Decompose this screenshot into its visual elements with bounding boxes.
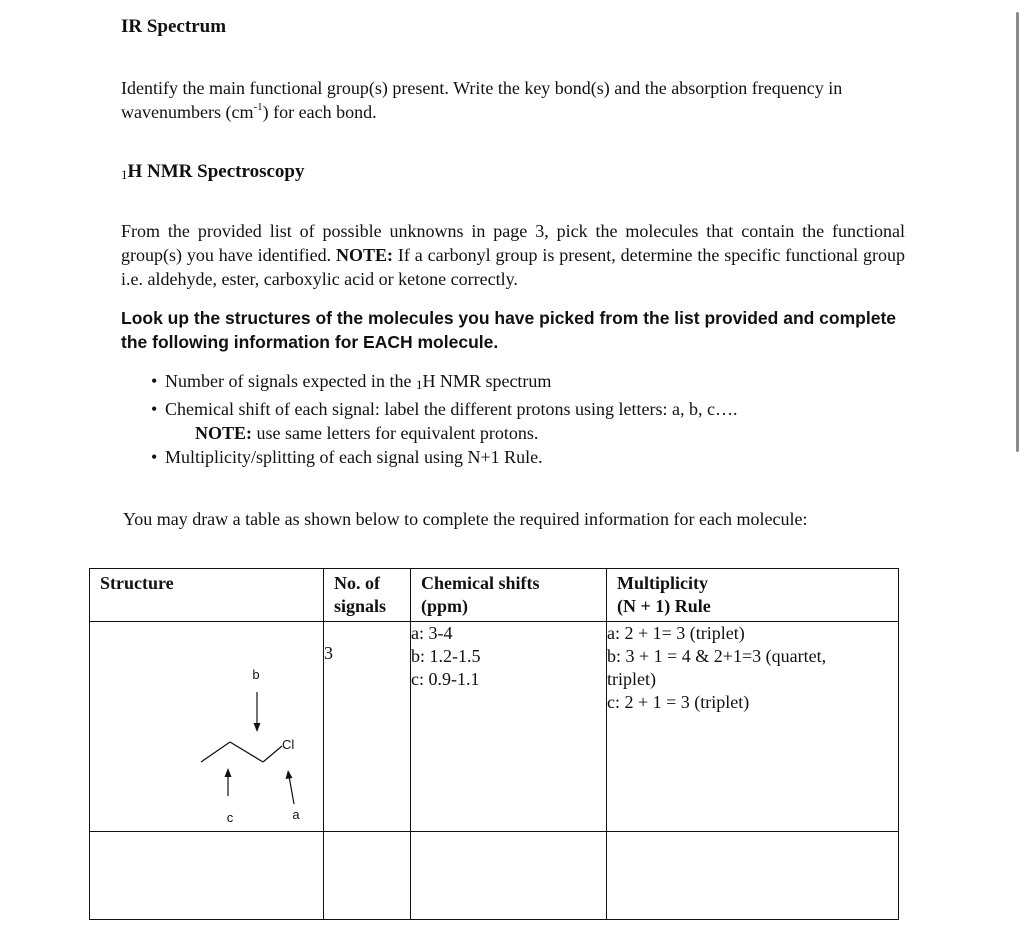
bullet-2-note [165, 422, 911, 444]
header-signals-line2: signals [334, 596, 387, 616]
label-a: a [292, 807, 300, 822]
table-header-row [90, 569, 899, 622]
shift-c: c: 0.9-1.1 [411, 669, 480, 689]
arrow-a-head [286, 770, 293, 779]
pick-molecules-paragraph [121, 219, 905, 291]
bullet-glyph: • [151, 399, 158, 419]
header-structure-label: Structure [100, 573, 174, 593]
header-structure [90, 569, 324, 622]
list-item [151, 368, 911, 396]
structure-cell [90, 622, 324, 832]
header-mult-line1: Multiplicity [617, 573, 708, 593]
empty-structure-cell[interactable] [90, 832, 324, 920]
bullet-1-subscript: 1 [415, 377, 423, 392]
empty-signals-cell[interactable] [324, 832, 411, 920]
chloropropane-structure [90, 622, 324, 832]
vertical-scrollbar[interactable] [1016, 12, 1019, 452]
header-multiplicity [607, 569, 899, 622]
signals-value: 3 [324, 643, 333, 663]
arrow-c-head [225, 768, 232, 777]
mult-a: a: 2 + 1= 3 (triplet) [607, 623, 745, 643]
ir-instruction-part1: Identify the main functional group(s) present. Write the key bond(s) and the absorption frequency in wavenumbers (cm [121, 78, 843, 122]
label-chlorine: Cl [282, 737, 295, 752]
nmr-heading-text: H NMR Spectroscopy [127, 161, 305, 182]
shifts-cell [411, 622, 607, 832]
bullet-1-part2: H NMR spectrum [422, 371, 552, 391]
header-shifts [411, 569, 607, 622]
ir-instruction-superscript: -1 [253, 101, 263, 113]
pick-text-part1: From the provided list of possible unknowns in page 3, pick the molecules that contain the functional group(s) you have identified. [121, 221, 905, 265]
pick-note-label: NOTE: [335, 245, 393, 265]
label-b: b [252, 667, 260, 682]
arrow-a [289, 776, 294, 804]
empty-shifts-cell[interactable] [411, 832, 607, 920]
bullet-glyph: • [151, 447, 158, 467]
requirements-list [151, 368, 911, 470]
header-shifts-line2: (ppm) [421, 596, 469, 616]
note-label: NOTE: [195, 423, 253, 443]
header-shifts-line1: Chemical shifts [421, 573, 540, 593]
header-signals [324, 569, 411, 622]
mult-b-line2: triplet) [607, 669, 656, 689]
header-mult-line2: (N + 1) Rule [617, 596, 711, 616]
arrow-b-head [254, 723, 261, 732]
lookup-instruction: Look up the structures of the molecules you have picked from the list provided and complete the following information for EACH molecule. [121, 308, 897, 352]
table-intro: You may draw a table as shown below to complete the required information for each molecule: [123, 509, 808, 529]
ir-heading: IR Spectrum [121, 16, 227, 37]
bullet-3-text: Multiplicity/splitting of each signal using N+1 Rule. [165, 447, 543, 467]
pick-text-part2: If a carbonyl group is present, determine the specific functional group i.e. aldehyde, ester, carboxylic acid or ketone correctly. [121, 245, 905, 289]
header-signals-line1: No. of [334, 573, 380, 593]
nmr-heading-prefix: 1 [121, 167, 128, 182]
signals-cell [324, 622, 411, 832]
empty-multiplicity-cell[interactable] [607, 832, 899, 920]
shift-a: a: 3-4 [411, 623, 453, 643]
bond-1 [201, 742, 230, 762]
note-text: use same letters for equivalent protons. [252, 423, 539, 443]
nmr-table [89, 568, 899, 920]
ir-instruction [121, 76, 911, 127]
bond-3 [263, 746, 282, 762]
nmr-heading [121, 161, 304, 183]
shift-b: b: 1.2-1.5 [411, 646, 481, 666]
mult-b-line1: b: 3 + 1 = 4 & 2+1=3 (quartet, [607, 646, 827, 666]
bond-2 [230, 742, 263, 762]
mult-c: c: 2 + 1 = 3 (triplet) [607, 692, 750, 712]
label-c: c [226, 810, 234, 825]
bullet-glyph: • [151, 371, 158, 391]
table-row [90, 832, 899, 920]
multiplicity-cell [607, 622, 899, 832]
ir-instruction-part2: ) for each bond. [262, 102, 377, 122]
table-row [90, 622, 899, 832]
bullet-1-part1: Number of signals expected in the [165, 371, 416, 391]
bullet-2-text: Chemical shift of each signal: label the different protons using letters: a, b, c…. [165, 399, 738, 419]
skeleton-bonds [201, 742, 282, 762]
list-item [151, 396, 911, 444]
list-item [151, 444, 911, 470]
